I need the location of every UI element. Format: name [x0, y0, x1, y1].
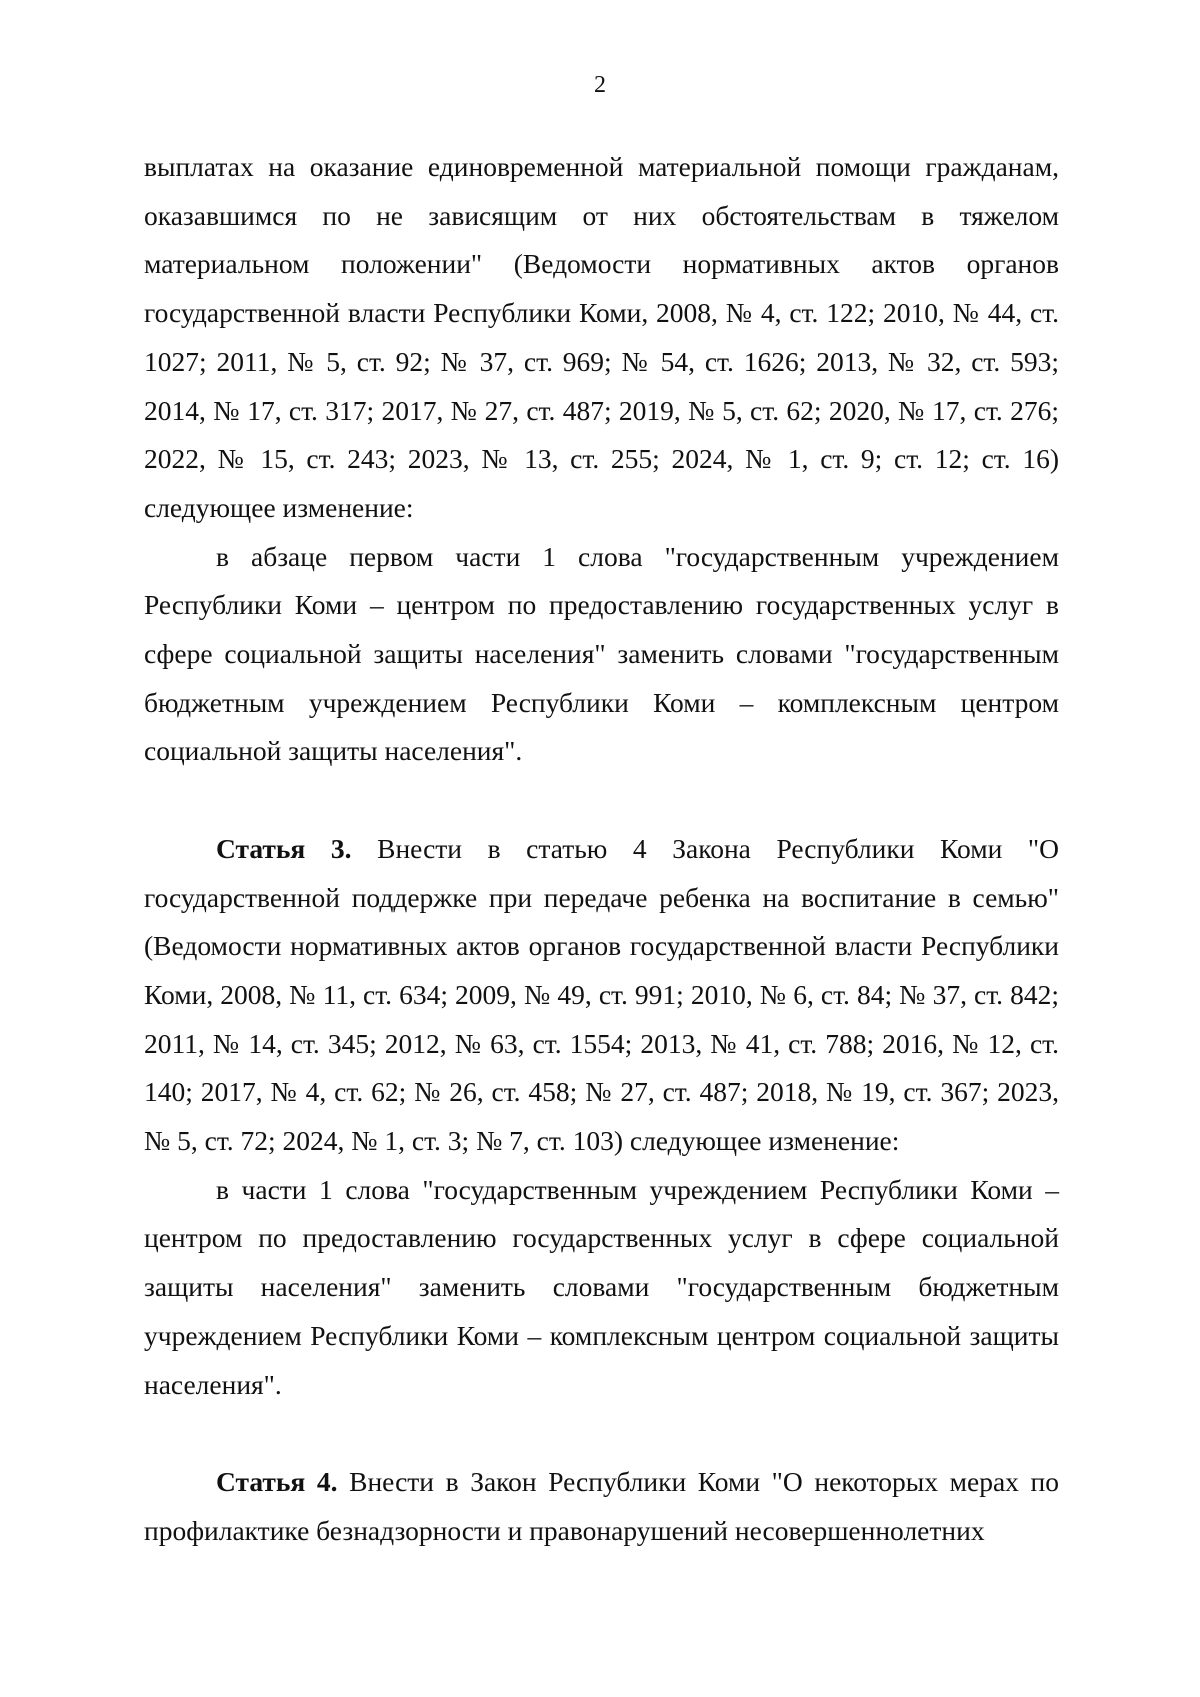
article-3-title: Статья 3.: [216, 832, 352, 864]
article-4-text: Внести в Закон Республики Коми "О некоторых мерах по профилактике безнадзорности и правонарушений несовершеннолетних: [144, 1465, 1059, 1546]
spacer: [144, 776, 1059, 825]
spacer: [144, 1409, 1059, 1458]
article-4-title: Статья 4.: [216, 1465, 338, 1497]
paragraph-amendment-1: в абзаце первом части 1 слова "государственным учреждением Республики Коми – центром по предоставлению государственных услуг в сфере социальной защиты населения" заменить словами "государственным бюджетным учреждением Республики Коми – комплексным центром социальной защиты населения".: [144, 540, 1059, 767]
paragraph-amendment-2: в части 1 слова "государственным учреждением Республики Коми – центром по предоставлению государственных услуг в сфере социальной защиты населения" заменить словами "государственным бюджетным учреждением Республики Коми – комплексным центром социальной защиты населения".: [144, 1173, 1059, 1400]
document-body: [144, 143, 1059, 1555]
page-number: 2: [594, 72, 606, 98]
article-3-paragraph: [144, 825, 1059, 1166]
article-3-text: Внести в статью 4 Закона Республики Коми "О государственной поддержке при передаче ребенка на воспитание в семью" (Ведомости нормативных актов органов государственной власти Республики Коми, 2008, № 11, ст. 634; 2009, № 49, ст. 991; 2010, № 6, ст. 84; № 37, ст. 842; 2011, № 14, ст. 345; 2012, № 63, ст. 1554; 2013, № 41, ст. 788; 2016, № 12, ст. 140; 2017, № 4, ст. 62; № 26, ст. 458; № 27, ст. 487; 2018, № 19, ст. 367; 2023, № 5, ст. 72; 2024, № 1, ст. 3; № 7, ст. 103) следующее изменение:: [144, 832, 1060, 1157]
paragraph-continuation: выплатах на оказание единовременной материальной помощи гражданам, оказавшимся по не зависящим от них обстоятельствам в тяжелом материальном положении" (Ведомости нормативных актов органов государственной власти Республики Коми, 2008, № 4, ст. 122; 2010, № 44, ст. 1027; 2011, № 5, ст. 92; № 37, ст. 969; № 54, ст. 1626; 2013, № 32, ст. 593; 2014, № 17, ст. 317; 2017, № 27, ст. 487; 2019, № 5, ст. 62; 2020, № 17, ст. 276; 2022, № 15, ст. 243; 2023, № 13, ст. 255; 2024, № 1, ст. 9; ст. 12; ст. 16) следующее изменение:: [144, 151, 1059, 523]
article-4-paragraph: [144, 1458, 1059, 1555]
